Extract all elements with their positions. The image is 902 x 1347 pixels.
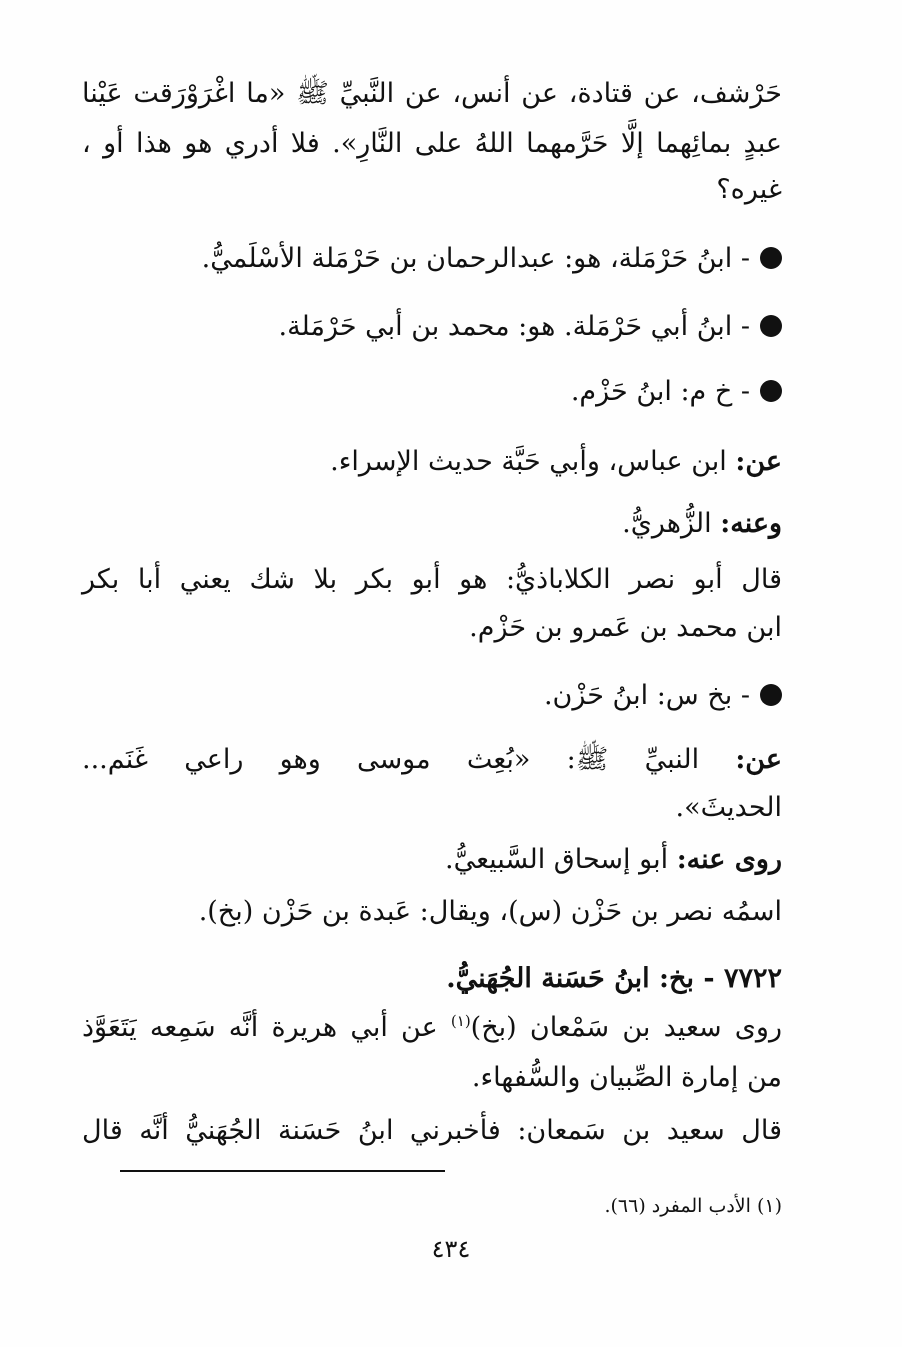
paragraph1-line3: غيره؟ — [716, 174, 782, 205]
riwaya-line — [445, 846, 782, 873]
ibn-hazn-an-line2: الحديثَ». — [675, 792, 782, 823]
kalabadhi-line2: ابن محمد بن عَمرو بن حَزْم. — [469, 612, 782, 643]
footnote: (١) الأدب المفرد (٦٦). — [604, 1195, 782, 1217]
entry-ibn-harmala-text: - ابنُ حَرْمَلة، هو: عبدالرحمان بن حَرْمَلة الأسْلَميُّ. — [201, 243, 750, 274]
entry-7722-heading: ٧٧٢٢ - بخ: ابنُ حَسَنة الجُهَنيُّ. — [446, 963, 782, 994]
bullet-icon — [760, 315, 782, 337]
name-line: اسمُه نصر بن حَزْن (س)، ويقال: عَبدة بن حَزْن (بخ). — [198, 896, 782, 927]
entry-ibn-abi-harmala-text: - ابنُ أبي حَرْمَلة. هو: محمد بن أبي حَرْمَلة. — [278, 311, 750, 342]
ibn-hazm-an-line — [330, 448, 782, 475]
riwaya-label: روى عنه: — [676, 844, 782, 875]
paragraph1-line1: حَرْشف، عن قتادة، عن أنس، عن النَّبيِّ ﷺ «ما اغْرَوْرَقت عَيْنا — [82, 78, 782, 109]
riwaya-text: أبو إسحاق السَّبيعيُّ. — [445, 844, 669, 875]
entry-ibn-hazn — [544, 682, 782, 709]
an-label: عن: — [735, 446, 782, 477]
entry-ibn-harmala — [202, 245, 782, 272]
wa-anhu-text: الزُّهريُّ. — [622, 508, 712, 539]
an-label: عن: — [735, 744, 782, 775]
entry-7722-line1-b: عن أبي هريرة أنَّه سَمِعه يَتَعَوَّذ — [82, 1012, 451, 1043]
entry-7722-line1 — [82, 1014, 782, 1041]
entry-ibn-hazn-text: - بخ س: ابنُ حَزْن. — [543, 680, 750, 711]
kalabadhi-line1: قال أبو نصر الكلاباذيُّ: هو أبو بكر بلا شك يعني أبا بكر — [82, 564, 782, 595]
entry-ibn-hazm — [571, 378, 782, 405]
entry-ibn-hazm-text: - خ م: ابنُ حَزْم. — [570, 376, 750, 407]
entry-7722-line1-a: روى سعيد بن سَمْعان (بخ) — [470, 1012, 782, 1043]
footnote-divider — [120, 1170, 445, 1172]
ibn-hazm-wa-anhu-line — [622, 510, 782, 537]
entry-7722-line3: قال سعيد بن سَمعان: فأخبرني ابنُ حَسَنة الجُهَنيُّ أنَّه قال — [82, 1115, 782, 1146]
paragraph1-line2: عبدٍ بمائِهما إلَّا حَرَّمهما اللهُ على النَّارِ». فلا أدري هو هذا أو ، — [82, 128, 782, 159]
entry-7722-line2: من إمارة الصِّبيان والسُّفهاء. — [471, 1062, 782, 1093]
footnote-ref: (١) — [450, 1012, 471, 1030]
ibn-hazn-an-line1 — [82, 746, 782, 773]
an-text-line1: النبيِّ ﷺ: «بُعِث موسى وهو راعي غَنَم... — [82, 744, 700, 775]
bullet-icon — [760, 684, 782, 706]
an-text: ابن عباس، وأبي حَبَّة حديث الإسراء. — [330, 446, 727, 477]
page-number: ٤٣٤ — [431, 1235, 471, 1263]
wa-anhu-label: وعنه: — [720, 508, 782, 539]
bullet-icon — [760, 247, 782, 269]
entry-ibn-abi-harmala — [278, 313, 782, 340]
bullet-icon — [760, 380, 782, 402]
